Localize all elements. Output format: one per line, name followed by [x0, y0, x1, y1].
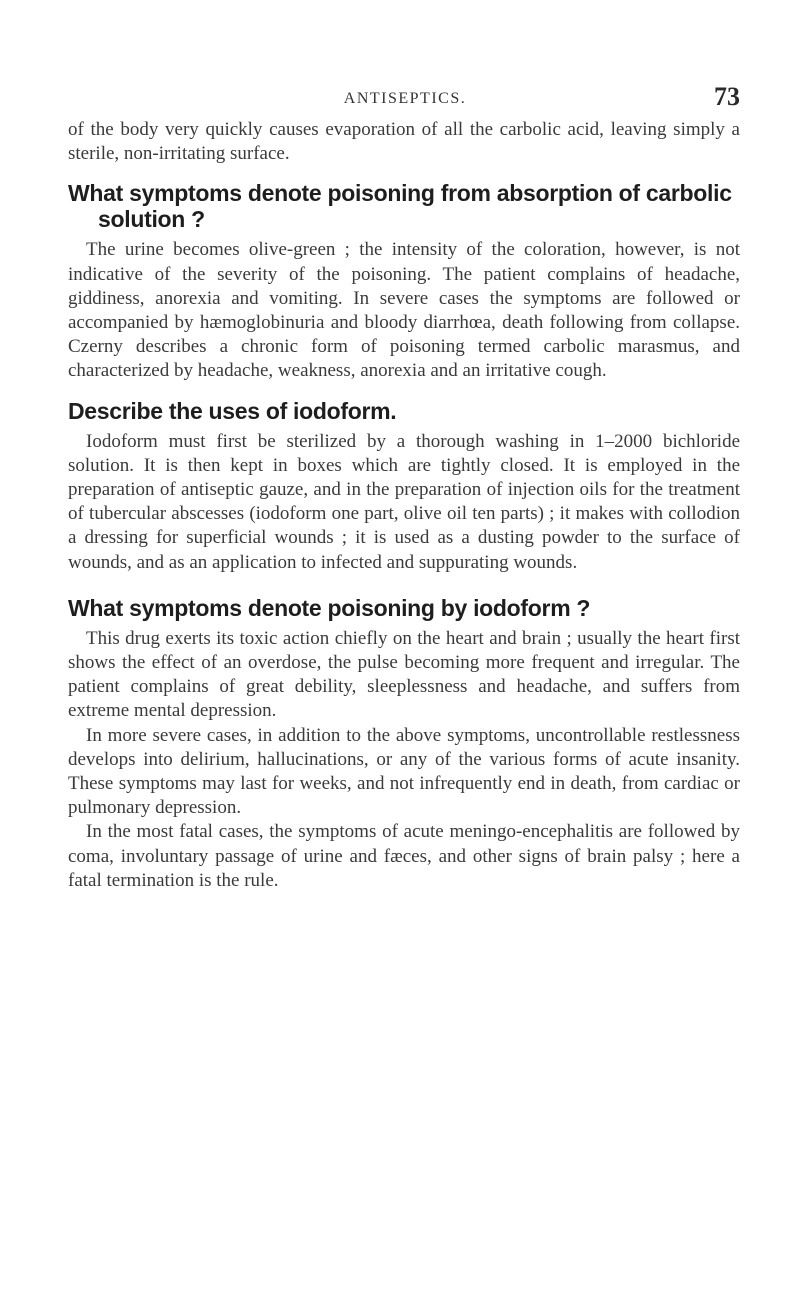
paragraph-iodoform-uses: Iodoform must first be sterilized by a thorough washing in 1–2000 bichloride solution. It is then kept in boxes which are tightly closed. It is employed in the preparation of antiseptic gauze, and in the preparation of injection oils for the treatment of tubercular abscesses (iodoform one part, olive oil ten parts) ; it makes with collodion a dressing for superficial wounds ; it is used as a dusting powder to the surface of wounds, and as an application to infected and suppurating wounds.	[68, 430, 740, 573]
heading-carbolic-line2: solution ?	[98, 206, 205, 233]
paragraph-iodoform-fatal: In the most fatal cases, the symptoms of acute meningo-encephalitis are followed by coma, involuntary passage of urine and fæces, and other signs of brain palsy ; here a fatal termination is the rule.	[68, 821, 740, 891]
body-text	[68, 118, 740, 893]
paragraph-iodoform-effects: This drug exerts its toxic action chiefly on the heart and brain ; usually the heart first shows the effect of an overdose, the pulse becoming more frequent and irregular. The patient complains of great debility, sleeplessness and headache, and suffers from extreme mental depression.	[68, 627, 740, 722]
heading-carbolic-line1: What symptoms denote poisoning from absorption of carbolic	[68, 180, 732, 207]
intro-paragraph: of the body very quickly causes evaporation of all the carbolic acid, leaving simply a sterile, non-irritating surface.	[68, 119, 740, 165]
page-number: 73	[714, 82, 740, 111]
heading-iodoform-uses: Describe the uses of iodoform.	[68, 397, 397, 424]
heading-carbolic-poisoning	[68, 180, 740, 232]
running-title: ANTISEPTICS.	[343, 90, 467, 107]
heading-iodoform-poisoning: What symptoms denote poisoning by iodoform ?	[68, 594, 591, 621]
paragraph-carbolic-symptoms: The urine becomes olive-green ; the intensity of the coloration, however, is not indicative of the severity of the poisoning. The patient complains of headache, giddiness, anorexia and vomiting. In severe cases the symptoms are followed or accompanied by hæmoglobinuria and bloody diarrhœa, death following from collapse. Czerny describes a chronic form of poisoning termed carbolic marasmus, and characterized by headache, weakness, anorexia and an irritative cough.	[68, 239, 740, 382]
paragraph-iodoform-severe: In more severe cases, in addition to the above symptoms, uncontrollable restlessness develops into delirium, hallucinations, or any of the various forms of acute insanity. These symptoms may last for weeks, and not infrequently end in death, from cardiac or pulmonary depression.	[68, 724, 740, 819]
running-header	[70, 82, 740, 112]
